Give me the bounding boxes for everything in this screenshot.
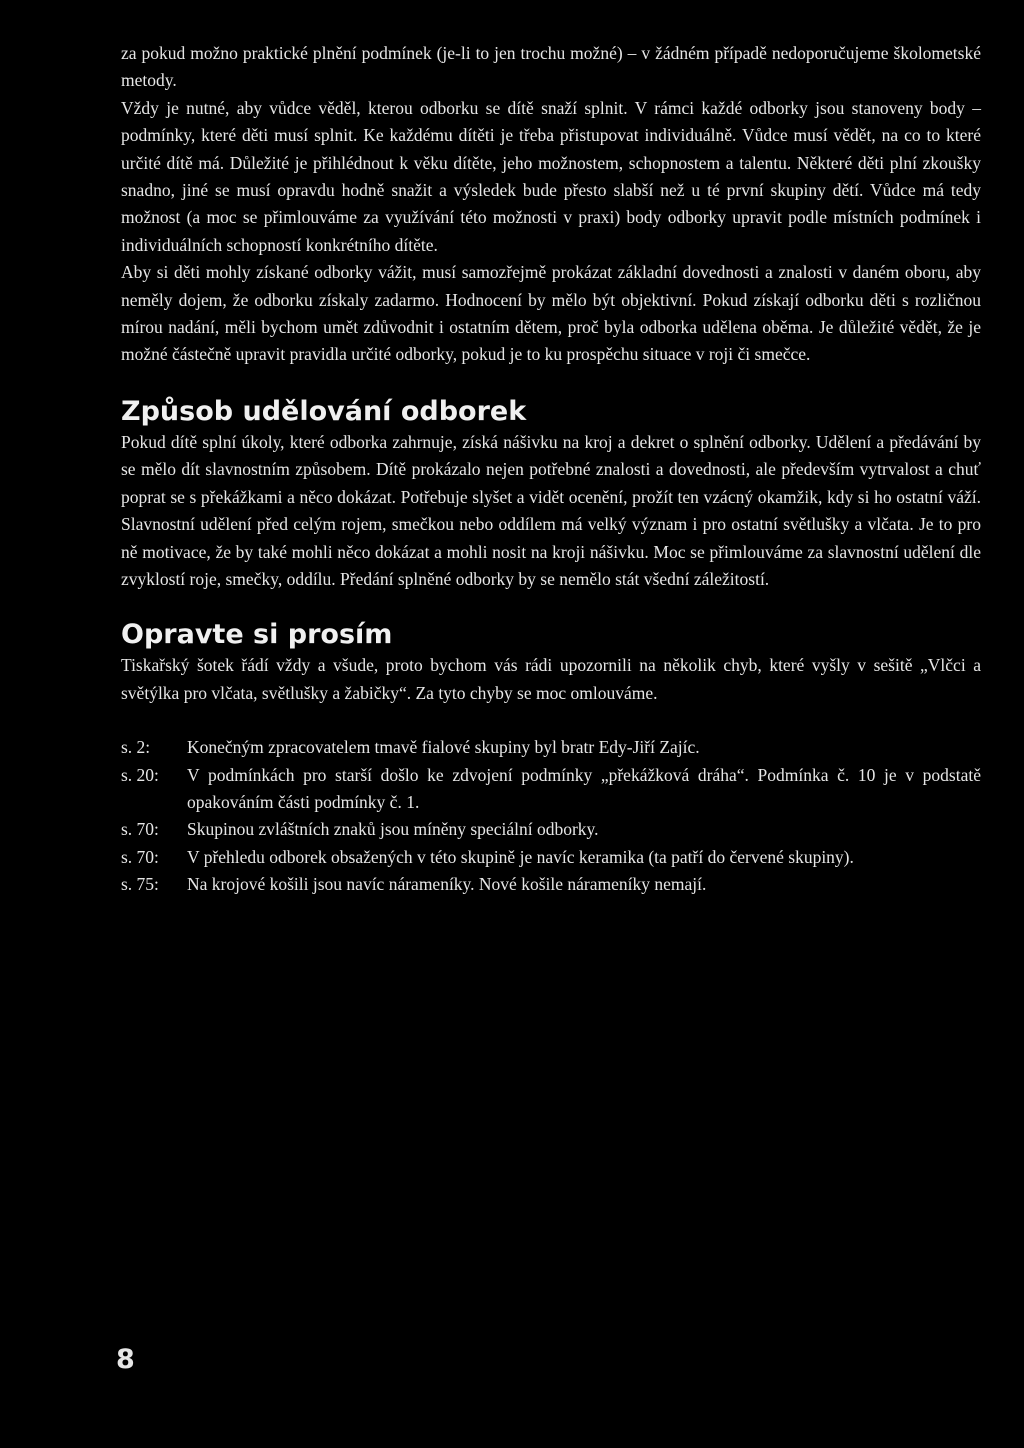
errata-page-ref: s. 70: — [121, 846, 159, 867]
errata-page-ref: s. 2: — [121, 737, 151, 758]
errata-text: Skupinou zvláštních znaků jsou míněny speciální odborky. — [187, 819, 599, 840]
errata-page-ref: s. 75: — [121, 874, 159, 895]
intro-paragraph-1: za pokud možno praktické plnění podmínek (je-li to jen trochu možné) – v žádném případě nedoporučujeme školometské metody. — [121, 43, 981, 91]
errata-list — [121, 734, 981, 898]
errata-text: Konečným zpracovatelem tmavě fialové skupiny byl bratr Edy-Jiří Zajíc. — [187, 737, 700, 758]
errata-item — [121, 734, 981, 761]
errata-text: V přehledu odborek obsažených v této skupině je navíc keramika (ta patří do červené skupiny). — [187, 846, 854, 867]
intro-paragraph-2: Vždy je nutné, aby vůdce věděl, kterou odborku se dítě snaží splnit. V rámci každé odborky jsou stanoveny body – podmínky, které děti musí splnit. Ke každému dítěti je třeba přistupovat individuálně. Vůdce musí vědět, na co to které určité dítě má. Důležité je přihlédnout k věku dítěte, jeho možnostem, schopnostem a talentu. Některé děti plní zkoušky snadno, jiné se musí opravdu hodně snažit a výsledek bude přesto slabší než u té první skupiny dětí. Vůdce má tedy možnost (a moc se přimlouváme za využívání této možnosti v praxi) body odborky upravit podle místních podmínek i individuálních schopností konkrétního dítěte. — [121, 97, 981, 255]
page-number: 8 — [116, 1344, 135, 1375]
intro-paragraph-3: Aby si děti mohly získané odborky vážit, musí samozřejmě prokázat základní dovednosti a znalosti v daném oboru, aby neměly dojem, že odborku získaly zadarmo. Hodnocení by mělo být objektivní. Pokud získají odborku děti s rozličnou mírou nadání, měli bychom umět zdůvodnit i ostatním dětem, proč byla odborka udělena oběma. Je důležité vědět, že je možné částečně upravit pravidla určité odborky, pokud je to ku prospěchu situace v roji či smečce. — [121, 262, 981, 365]
errata-item — [121, 871, 981, 898]
errata-item — [121, 816, 981, 843]
errata-item — [121, 844, 981, 871]
award-paragraph: Pokud dítě splní úkoly, které odborka zahrnuje, získá nášivku na kroj a dekret o splnění odborky. Udělení a předávání by se mělo dít slavnostním způsobem. Dítě prokázalo nejen potřebné znalosti a dovednosti, ale především vytrvalost a chuť poprat se s překážkami a něco dokázat. Potřebuje slyšet a vidět ocenění, prožít ten vzácný okamžik, kdy si ho ostatní váží. Slavnostní udělení před celým rojem, smečkou nebo oddílem má velký význam i pro ostatní světlušky a vlčata. Je to pro ně motivace, že by také mohli něco dokázat a mohli nosit na kroji nášivku. Moc se přimlouváme za slavnostní udělení dle zvyklostí roje, smečky, oddílu. Předání splněné odborky by se nemělo stát všední záležitostí. — [121, 431, 981, 589]
errata-item — [121, 762, 981, 817]
errata-text: Na krojové košili jsou navíc nárameníky. Nové košile nárameníky nemají. — [187, 874, 707, 895]
errata-text: V podmínkách pro starší došlo ke zdvojení podmínky „překážková dráha“. Podmínka č. 10 je v podstatě opakováním části podmínky č. 1. — [187, 764, 981, 812]
section-heading-award: Způsob udělování odborek — [121, 395, 527, 427]
section-heading-errata: Opravte si prosím — [121, 619, 393, 651]
page-content — [121, 40, 981, 899]
errata-page-ref: s. 70: — [121, 819, 159, 840]
errata-page-ref: s. 20: — [121, 764, 159, 785]
errata-intro-paragraph: Tiskařský šotek řádí vždy a všude, proto bychom vás rádi upozornili na několik chyb, které vyšly v sešitě „Vlčci a světýlka pro vlčata, světlušky a žabičky“. Za tyto chyby se moc omlouváme. — [121, 655, 981, 703]
